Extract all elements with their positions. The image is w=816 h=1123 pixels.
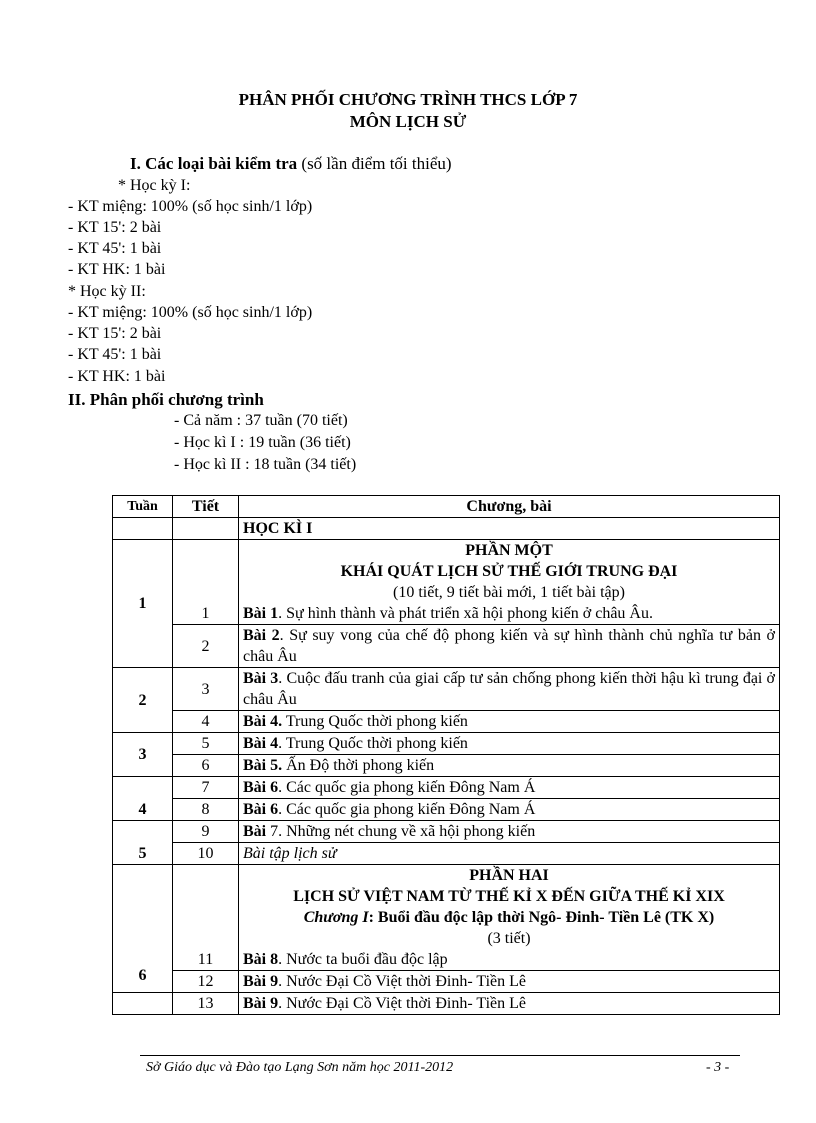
lesson-title: . Nước Đại Cồ Việt thời Đinh- Tiền Lê bbox=[278, 973, 527, 990]
part-note: (10 tiết, 9 tiết bài mới, 1 tiết bài tập) bbox=[393, 584, 625, 601]
lesson-number: Bài 8 bbox=[243, 951, 279, 968]
hk1-item: - KT 15': 2 bài bbox=[68, 219, 162, 236]
col-header-week: Tuần bbox=[113, 496, 173, 518]
lesson-number: Bài 5. bbox=[243, 757, 283, 774]
lesson-number: Bài 6 bbox=[243, 801, 279, 818]
section1-heading-text: I. Các loại bài kiểm tra bbox=[130, 154, 298, 173]
lesson-number: Bài 4. bbox=[243, 713, 283, 730]
lesson-cell bbox=[239, 971, 780, 993]
table-row bbox=[113, 865, 780, 971]
lesson-number: Bài 1 bbox=[243, 605, 279, 622]
lesson-number: Bài 9 bbox=[243, 973, 279, 990]
part-title: PHẦN HAI bbox=[469, 867, 549, 884]
col-header-lesson: Chương, bài bbox=[239, 496, 780, 518]
lesson-title: . Cuộc đấu tranh của giai cấp tư sản chống phong kiến thời hậu kì trung đại ở châu Âu bbox=[243, 670, 775, 708]
lesson-title: . Nước Đại Cồ Việt thời Đinh- Tiền Lê bbox=[278, 995, 527, 1012]
lesson-title: . Sự suy vong của chế độ phong kiến và sự hình thành chủ nghĩa tư bản ở châu Âu bbox=[243, 627, 775, 665]
hk1-item: - KT HK: 1 bài bbox=[68, 261, 166, 278]
period-cell: 9 bbox=[173, 821, 239, 843]
hk1-item: - KT miệng: 100% (số học sinh/1 lớp) bbox=[68, 198, 313, 215]
section2-heading: II. Phân phối chương trình bbox=[68, 390, 264, 409]
lesson-cell bbox=[239, 799, 780, 821]
semester-label: HỌC KÌ I bbox=[239, 518, 780, 540]
hk2-item: - KT 15': 2 bài bbox=[68, 325, 162, 342]
page-title: PHÂN PHỐI CHƯƠNG TRÌNH THCS LỚP 7 bbox=[238, 90, 578, 109]
lesson-title: . Trung Quốc thời phong kiến bbox=[278, 735, 468, 752]
week-cell: 6 bbox=[113, 865, 173, 993]
lesson-cell bbox=[239, 711, 780, 733]
table-row bbox=[113, 518, 780, 540]
hk2-item: - KT 45': 1 bài bbox=[68, 346, 162, 363]
period-cell: 11 bbox=[173, 865, 239, 971]
table-row bbox=[113, 777, 780, 799]
period-cell: 8 bbox=[173, 799, 239, 821]
table-row bbox=[113, 668, 780, 711]
lesson-cell bbox=[239, 540, 780, 625]
chapter-prefix: Chương I bbox=[303, 909, 369, 926]
lesson-title: 7. Những nét chung về xã hội phong kiến bbox=[266, 823, 536, 840]
lesson-number: Bài bbox=[243, 823, 267, 840]
period-cell: 4 bbox=[173, 711, 239, 733]
section1-heading bbox=[130, 154, 452, 174]
period-cell: 6 bbox=[173, 755, 239, 777]
lesson-number: Bài 9 bbox=[243, 995, 279, 1012]
table-row bbox=[113, 971, 780, 993]
lesson-title: . Nước ta buổi đầu độc lập bbox=[278, 951, 448, 968]
footer-divider bbox=[140, 1055, 740, 1056]
table-row bbox=[113, 993, 780, 1015]
period-cell: 5 bbox=[173, 733, 239, 755]
lesson-cell bbox=[239, 755, 780, 777]
lesson-number: Bài 6 bbox=[243, 779, 279, 796]
page-number: - 3 - bbox=[706, 1060, 730, 1075]
week-cell: 3 bbox=[113, 733, 173, 777]
table-row bbox=[113, 755, 780, 777]
lesson-number: Bài 2 bbox=[243, 627, 280, 644]
table-row bbox=[113, 821, 780, 843]
part-subtitle: LỊCH SỬ VIỆT NAM TỪ THẾ KỈ X ĐẾN GIỮA THẾ KỈ XIX bbox=[293, 888, 725, 905]
lesson-title: Trung Quốc thời phong kiến bbox=[282, 713, 468, 730]
week-cell: 5 bbox=[113, 821, 173, 865]
hk1-item: - KT 45': 1 bài bbox=[68, 240, 162, 257]
period-cell: 3 bbox=[173, 668, 239, 711]
col-header-period: Tiết bbox=[173, 496, 239, 518]
period-cell: 13 bbox=[173, 993, 239, 1015]
lesson-title: . Các quốc gia phong kiến Đông Nam Á bbox=[278, 779, 536, 796]
table-row bbox=[113, 540, 780, 625]
table-row bbox=[113, 843, 780, 865]
week-cell: 2 bbox=[113, 668, 173, 733]
chapter-title bbox=[243, 907, 775, 928]
lesson-title: . Các quốc gia phong kiến Đông Nam Á bbox=[278, 801, 536, 818]
table-row bbox=[113, 711, 780, 733]
schedule-item: - Học kì I : 19 tuần (36 tiết) bbox=[174, 434, 351, 451]
period-cell: 10 bbox=[173, 843, 239, 865]
page-subtitle: MÔN LỊCH SỬ bbox=[349, 112, 467, 131]
period-cell: 2 bbox=[173, 625, 239, 668]
schedule-item: - Cả năm : 37 tuần (70 tiết) bbox=[174, 412, 348, 429]
table-row bbox=[113, 733, 780, 755]
curriculum-table bbox=[112, 495, 780, 1015]
hk2-item: - KT HK: 1 bài bbox=[68, 368, 166, 385]
period-cell: 1 bbox=[173, 540, 239, 625]
lesson-cell bbox=[239, 821, 780, 843]
part-note: (3 tiết) bbox=[487, 930, 531, 947]
hk2-item: - KT miệng: 100% (số học sinh/1 lớp) bbox=[68, 304, 313, 321]
week-cell: 4 bbox=[113, 777, 173, 821]
schedule-item: - Học kì II : 18 tuần (34 tiết) bbox=[174, 456, 357, 473]
lesson-cell bbox=[239, 865, 780, 971]
lesson-cell: Bài tập lịch sử bbox=[239, 843, 780, 865]
lesson-cell bbox=[239, 733, 780, 755]
period-cell: 12 bbox=[173, 971, 239, 993]
part-subtitle: KHÁI QUÁT LỊCH SỬ THẾ GIỚI TRUNG ĐẠI bbox=[340, 563, 678, 580]
footer-text: Sở Giáo dục và Đào tạo Lạng Sơn năm học 2011-2012 bbox=[146, 1060, 454, 1075]
chapter-name: : Buổi đầu độc lập thời Ngô- Đinh- Tiền Lê (TK X) bbox=[368, 909, 715, 926]
part-title: PHẦN MỘT bbox=[465, 542, 553, 559]
section1-heading-note: (số lần điểm tối thiểu) bbox=[301, 154, 452, 173]
lesson-cell bbox=[239, 625, 780, 668]
lesson-number: Bài 4 bbox=[243, 735, 279, 752]
week-cell: 1 bbox=[113, 540, 173, 668]
lesson-cell bbox=[239, 777, 780, 799]
table-row bbox=[113, 799, 780, 821]
lesson-number: Bài 3 bbox=[243, 670, 279, 687]
table-row bbox=[113, 625, 780, 668]
hk2-label: * Học kỳ II: bbox=[68, 283, 146, 300]
lesson-title: Ấn Độ thời phong kiến bbox=[282, 757, 435, 774]
lesson-cell bbox=[239, 668, 780, 711]
lesson-title: . Sự hình thành và phát triển xã hội phong kiến ở châu Âu. bbox=[278, 605, 653, 622]
table-header-row bbox=[113, 496, 780, 518]
lesson-cell bbox=[239, 993, 780, 1015]
hk1-label: * Học kỳ I: bbox=[118, 177, 191, 194]
period-cell: 7 bbox=[173, 777, 239, 799]
